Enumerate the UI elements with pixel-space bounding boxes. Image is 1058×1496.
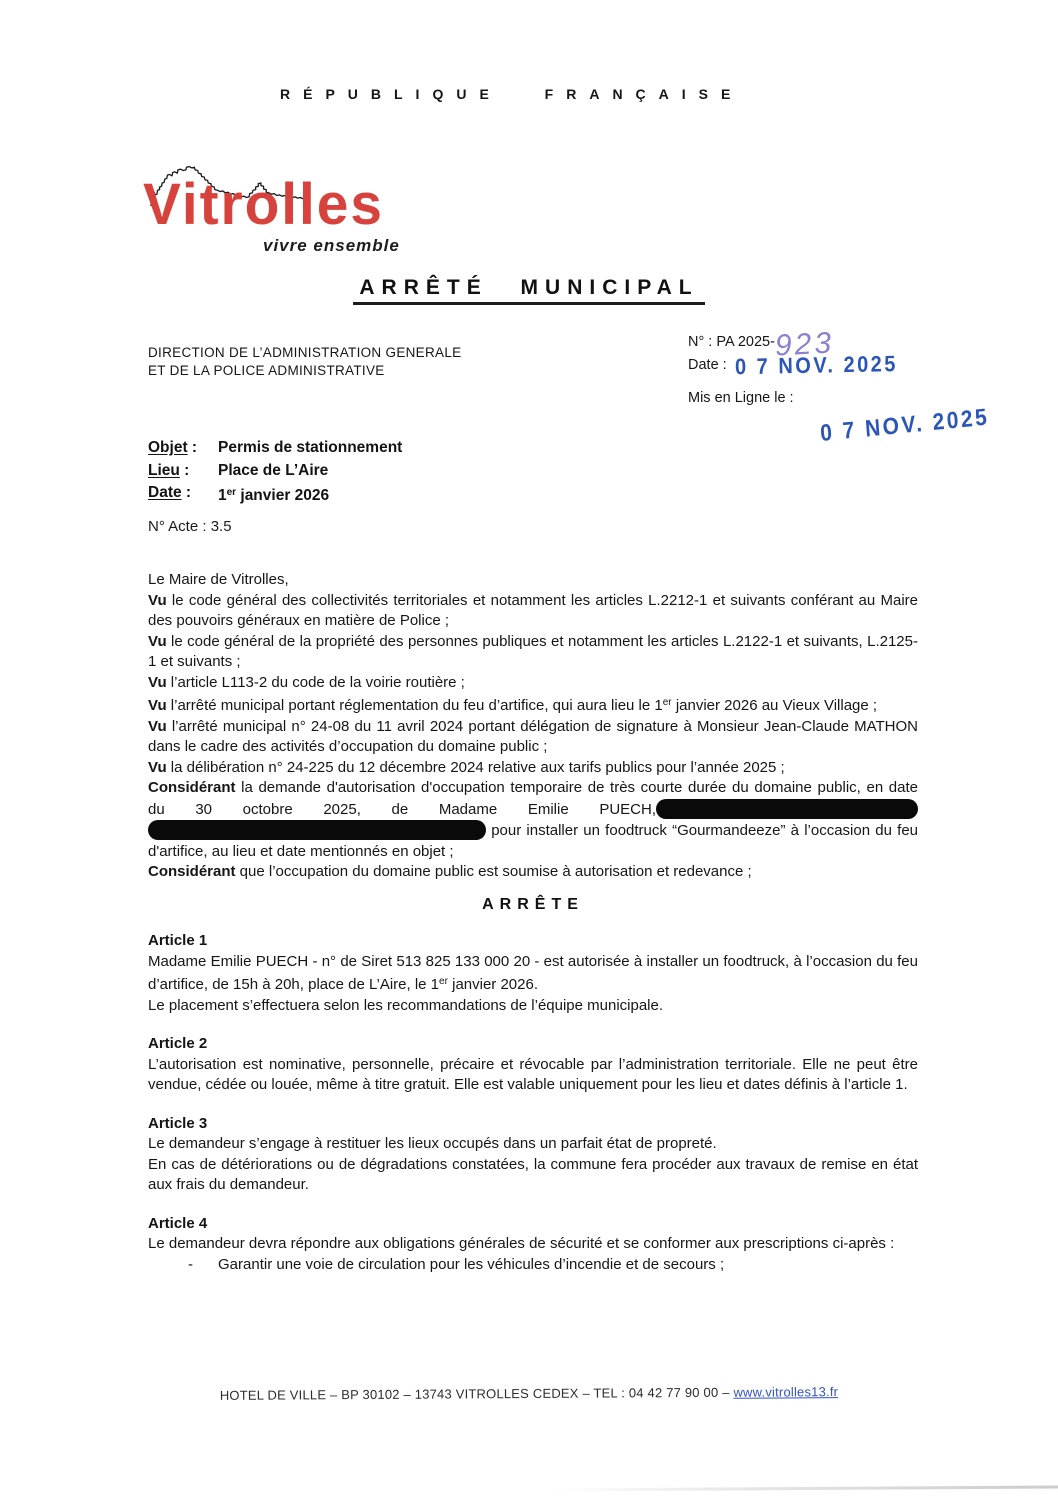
scan-artifact-line <box>552 1485 1058 1491</box>
objet-value: Permis de stationnement <box>218 439 403 456</box>
arrete-heading: ARRÊTE <box>482 895 584 913</box>
footer-text: HOTEL DE VILLE – BP 30102 – 13743 VITROLLES CEDEX – TEL : 04 42 77 90 00 – <box>219 1384 734 1403</box>
article-1-block <box>148 931 918 1016</box>
article-4-block <box>148 1214 918 1276</box>
vu-paragraph: Vu le code général des collectivités territoriales et notamment les articles L.2212-1 et suivants conférant au Maire des pouvoirs généraux en matière de Police ; <box>148 591 918 629</box>
online-line <box>688 390 1018 406</box>
article-heading: Article 2 <box>148 1035 208 1052</box>
registration-block <box>688 326 1018 447</box>
numero-line <box>688 326 1018 363</box>
lieu-label: Lieu <box>148 461 180 479</box>
logo-tagline: vivre ensemble <box>263 236 400 255</box>
online-label: Mis en Ligne le : <box>688 390 794 406</box>
article-3-block <box>148 1114 918 1196</box>
considerant-paragraph: Considérant que l’occupation du domaine public est soumise à autorisation et redevance ; <box>148 863 752 880</box>
considerant-paragraph: Considérant la demande d'autorisation d'occupation temporaire de très courte durée du domaine public, en date du 30 octobre 2025, de Madame Emilie PUECH, pour installer un foodtruck “Gourmandeeze” à l’occasion du feu d'artifice, au lieu et date mentionnés en objet ; <box>148 779 918 860</box>
date-row: Date : 1er janvier 2026 <box>148 482 402 508</box>
date-label: Date : <box>688 357 727 373</box>
article-heading: Article 3 <box>148 1114 208 1132</box>
online-date-stamp: 0 7 NOV. 2025 <box>819 404 991 447</box>
document-body <box>148 570 918 1293</box>
article-2-block <box>148 1034 918 1096</box>
objet-label: Objet <box>148 439 188 456</box>
objet-row: Objet : Permis de stationnement <box>148 437 402 460</box>
lieu-row: Lieu : Place de L’Aire <box>148 460 402 483</box>
article-heading: Article 1 <box>148 932 208 949</box>
subject-block <box>148 437 402 508</box>
article-paragraph: Madame Emilie PUECH - n° de Siret 513 825 133 000 20 - est autorisée à installer un foodtruck, à l’occasion du feu d’artifice, de 15h à 20h, place de L’Aire, le 1er janvier 2026. <box>148 952 918 993</box>
numero-label: N° : PA 2025- <box>688 334 775 350</box>
date-line <box>688 352 1018 380</box>
vu-paragraph: Vu l’arrêté municipal portant réglementation du feu d’artifice, qui aura lieu le 1er janvier 2026 au Vieux Village ; <box>148 697 878 714</box>
date-stamp: 0 7 NOV. 2025 <box>734 352 898 380</box>
footer <box>0 1383 1058 1404</box>
vu-paragraph: Vu l’article L113-2 du code de la voirie routière ; <box>148 673 465 691</box>
article-paragraph: Le placement s’effectuera selon les recommandations de l’équipe municipale. <box>148 996 664 1014</box>
vu-paragraph: Vu le code général de la propriété des personnes publiques et notamment les articles L.2122-1 et suivants, L.2125-1 et suivants ; <box>148 632 918 670</box>
document-title: ARRÊTÉ MUNICIPAL <box>0 276 1058 300</box>
numero-handwritten: 923 <box>774 326 835 363</box>
bullet-dash: - <box>188 1255 193 1273</box>
footer-link[interactable]: www.vitrolles13.fr <box>733 1384 839 1400</box>
republique-francaise-heading: RÉPUBLIQUE FRANÇAISE <box>280 86 744 102</box>
article-heading: Article 4 <box>148 1214 208 1232</box>
article-paragraph: En cas de détériorations ou de dégradations constatées, la commune fera procéder aux travaux de remise en état aux frais du demandeur. <box>148 1155 918 1193</box>
article-paragraph: L’autorisation est nominative, personnelle, précaire et révocable par l’administration territoriale. Elle ne peut être vendue, cédée ou louée, même à titre gratuit. Elle est valable uniquement pour les lieu et dates définis à l’article 1. <box>148 1055 918 1093</box>
direction-line-2: ET DE LA POLICE ADMINISTRATIVE <box>148 362 385 378</box>
vu-paragraph: Vu la délibération n° 24-225 du 12 décembre 2024 relative aux tarifs publics pour l’année 2025 ; <box>148 758 785 776</box>
logo-name: Vitrolles <box>143 172 384 237</box>
date-label: Date <box>148 484 182 501</box>
vu-paragraph: Vu l’arrêté municipal n° 24-08 du 11 avril 2024 portant délégation de signature à Monsieur Jean-Claude MATHON dans le cadre des activités d’occupation du domaine public ; <box>148 717 918 755</box>
article-paragraph: Le demandeur s’engage à restituer les lieux occupés dans un parfait état de propreté. <box>148 1135 717 1152</box>
redaction-bar <box>148 820 486 840</box>
bullet-text: Garantir une voie de circulation pour les véhicules d’incendie et de secours ; <box>218 1255 725 1273</box>
lieu-value: Place de L’Aire <box>218 461 329 479</box>
vitrolles-logo <box>143 150 413 262</box>
redaction-bar <box>656 799 918 819</box>
date-value: 1er janvier 2026 <box>218 487 330 504</box>
issuing-direction <box>148 344 461 379</box>
acte-number: N° Acte : 3.5 <box>148 518 232 535</box>
article-paragraph: Le demandeur devra répondre aux obligations générales de sécurité et se conformer aux prescriptions ci-après : <box>148 1235 895 1252</box>
direction-line-1: DIRECTION DE L’ADMINISTRATION GENERALE <box>148 345 462 360</box>
prescription-bullet <box>188 1255 918 1276</box>
salutation: Le Maire de Vitrolles, <box>148 571 289 588</box>
